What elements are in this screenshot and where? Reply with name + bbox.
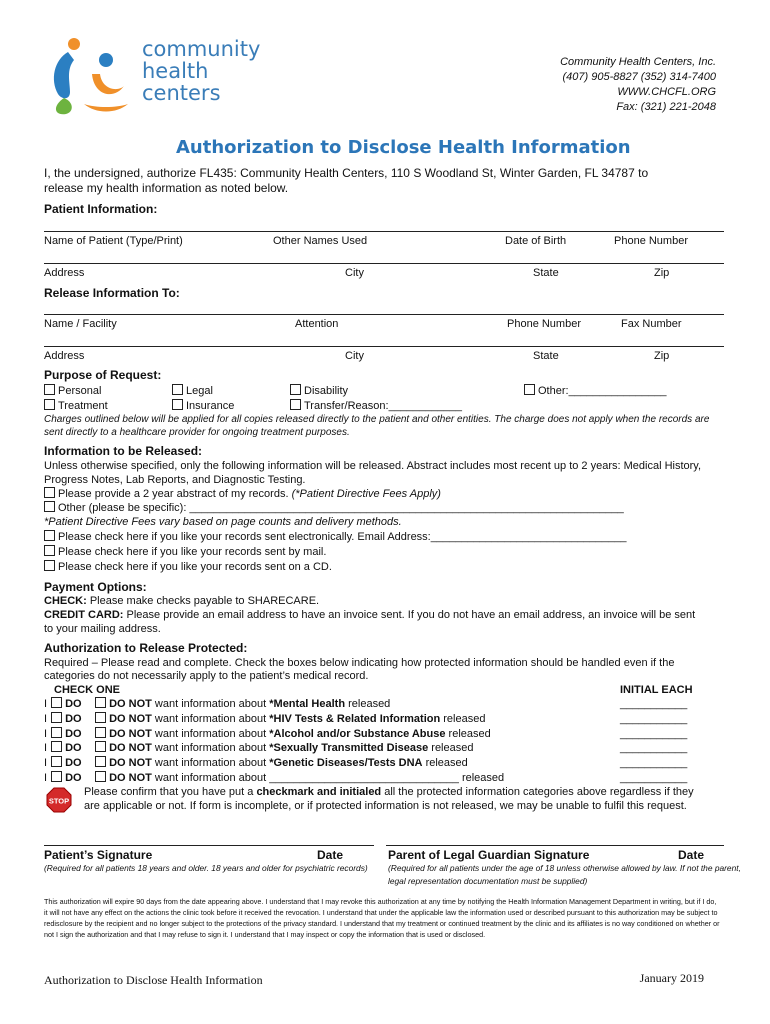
do-checkbox-icon[interactable]	[51, 756, 62, 767]
logo	[44, 34, 264, 118]
fee-note: *Patient Directive Fees vary based on page counts and delivery methods.	[44, 516, 402, 528]
row-released-text: released	[458, 772, 505, 784]
row-want-text: want information about	[151, 698, 270, 710]
stop-sign-text: STOP	[48, 796, 70, 806]
row-do-label: DO	[65, 727, 82, 740]
legal-line: This authorization will expire 90 days from the date appearing above. I understand that I may revoke this authorization at any time by notifying the Health Information Management Department in writing, but if I do,	[44, 897, 717, 906]
row-i-label: I	[44, 772, 48, 784]
row-category: *Sexually Transmitted Disease	[269, 742, 429, 755]
row-category: _______________________________	[269, 772, 459, 784]
patient-signature-label: Patient’s Signature	[44, 848, 153, 862]
org-phones: (407) 905-8827 (352) 314-7400	[562, 71, 716, 83]
do-not-checkbox-icon[interactable]	[95, 771, 106, 782]
checkbox-icon[interactable]	[172, 384, 183, 395]
logo-text-1: community	[142, 37, 261, 61]
initial-field[interactable]: ___________	[620, 712, 688, 725]
row-want-text: want information about	[151, 712, 270, 725]
charges-note-2: sent directly to a healthcare provider for ongoing treatment purposes.	[44, 427, 350, 438]
mail-option[interactable]: Please check here if you like your records sent by mail.	[44, 545, 326, 559]
legal-line: not I sign the authorization and that I may refuse to sign it. I understand that I may inspect or copy the information that is used or disclosed.	[44, 930, 486, 939]
purpose-insurance[interactable]: Insurance	[172, 399, 234, 413]
guardian-signature-label: Parent of Legal Guardian Signature	[388, 848, 590, 862]
checkbox-icon[interactable]	[524, 384, 535, 395]
protected-row	[44, 756, 468, 770]
row-i-label: I	[44, 742, 48, 755]
protected-line-2: categories do not necessarily apply to the patient’s medical record.	[44, 670, 369, 682]
guardian-date-label: Date	[678, 848, 705, 862]
row-want-text: want information about	[151, 742, 270, 755]
guardian-note-2: legal representation documentation must be supplied)	[388, 876, 588, 886]
do-checkbox-icon[interactable]	[51, 741, 62, 752]
row-do-label: DO	[65, 742, 82, 755]
header-contact	[560, 55, 716, 115]
checkbox-icon[interactable]	[44, 501, 55, 512]
release-city-label: City	[345, 350, 364, 362]
patient-zip-label: Zip	[654, 267, 670, 279]
org-name: Community Health Centers, Inc.	[560, 56, 716, 68]
intro-line-1: I, the undersigned, authorize FL435: Community Health Centers, 110 S Woodland St, Winter Garden, FL 34787 to	[44, 166, 649, 180]
abstract-option[interactable]: Please provide a 2 year abstract of my records. (*Patient Directive Fees Apply)	[44, 487, 441, 501]
stop-sign-icon	[46, 787, 72, 813]
patient-name-label: Name of Patient (Type/Print)	[44, 235, 183, 247]
row-do-label: DO	[65, 757, 82, 770]
checkbox-icon[interactable]	[44, 399, 55, 410]
patient-info-heading: Patient Information:	[44, 202, 158, 216]
protected-line-1: Required – Please read and complete. Check the boxes below indicating how protected information should be handled even if the	[44, 657, 675, 669]
patient-city-label: City	[345, 267, 364, 279]
payment-credit-card: CREDIT CARD: Please provide an email address to have an invoice sent. If you do not have an email address, an invoice will be sent	[44, 609, 696, 621]
do-checkbox-icon[interactable]	[51, 727, 62, 738]
do-not-checkbox-icon[interactable]	[95, 741, 106, 752]
protected-row	[44, 727, 491, 741]
row-i-label: I	[44, 727, 48, 740]
info-released-heading: Information to be Released:	[44, 444, 203, 458]
confirm-line-1: Please confirm that you have put a checkmark and initialed all the protected information categories above regardless if they	[84, 786, 694, 798]
checkbox-icon[interactable]	[44, 560, 55, 571]
row-do-not-label: DO NOT	[109, 757, 152, 770]
patient-row2-line[interactable]	[44, 263, 724, 264]
release-state-label: State	[533, 350, 559, 362]
row-category: *Mental Health	[269, 698, 346, 710]
protected-row	[44, 697, 390, 711]
patient-signature-note: (Required for all patients 18 years and older. 18 years and older for psychiatric records)	[44, 863, 368, 873]
checkbox-icon[interactable]	[290, 384, 301, 395]
purpose-legal[interactable]: Legal	[172, 384, 213, 398]
protected-heading: Authorization to Release Protected:	[44, 641, 248, 655]
org-fax: Fax: (321) 221-2048	[616, 101, 716, 113]
initial-each-label: INITIAL EACH	[620, 684, 693, 696]
do-not-checkbox-icon[interactable]	[95, 697, 106, 708]
release-row1-line[interactable]	[44, 314, 724, 315]
logo-mark-icon	[44, 34, 140, 118]
release-zip-label: Zip	[654, 350, 670, 362]
patient-row1-line[interactable]	[44, 231, 724, 232]
checkbox-icon[interactable]	[44, 530, 55, 541]
row-released-text: released	[345, 698, 391, 710]
initial-field[interactable]: ___________	[620, 698, 688, 710]
release-facility-label: Name / Facility	[44, 318, 117, 330]
intro-line-2: release my health information as noted below.	[44, 181, 289, 195]
do-not-checkbox-icon[interactable]	[95, 727, 106, 738]
row-do-not-label: DO NOT	[109, 698, 152, 710]
purpose-personal[interactable]: Personal	[44, 384, 101, 398]
purpose-other[interactable]: Other:________________	[524, 384, 666, 398]
row-do-label: DO	[65, 712, 82, 725]
info-line-2: Progress Notes, Lab Reports, and Diagnostic Testing.	[44, 474, 306, 486]
protected-row	[44, 771, 504, 785]
electronic-option[interactable]: Please check here if you like your records sent electronically. Email Address:________________________________	[44, 530, 627, 544]
row-released-text: released	[440, 712, 486, 725]
patient-dob-label: Date of Birth	[505, 235, 567, 247]
row-do-label: DO	[65, 772, 82, 784]
checkbox-icon[interactable]	[44, 384, 55, 395]
guardian-note-1: (Required for all patients under the age of 18 unless otherwise allowed by law. If not the parent,	[388, 863, 741, 873]
row-category: *Genetic Diseases/Tests DNA	[269, 757, 423, 770]
check-one-label: CHECK ONE	[54, 684, 121, 696]
release-address-label: Address	[44, 350, 85, 362]
patient-othernames-label: Other Names Used	[273, 235, 368, 247]
row-i-label: I	[44, 698, 48, 710]
other-option[interactable]: Other (please be specific): _______________________________________________________________________	[44, 501, 624, 515]
release-phone-label: Phone Number	[507, 318, 581, 330]
release-fax-label: Fax Number	[621, 318, 682, 330]
row-do-label: DO	[65, 698, 82, 710]
payment-heading: Payment Options:	[44, 580, 147, 594]
checkbox-icon[interactable]	[44, 545, 55, 556]
row-released-text: released	[428, 742, 474, 755]
row-do-not-label: DO NOT	[109, 772, 152, 784]
legal-line: redisclosure by the recipient and no longer subject to the protections of the privacy standard. I understand that my treatment or continued treatment by the clinic and its affiliates is no way conditioned on whether or	[44, 919, 720, 928]
row-want-text: want information about	[151, 727, 270, 740]
row-category: *HIV Tests & Related Information	[269, 712, 441, 725]
release-attention-label: Attention	[295, 318, 339, 330]
info-line-1: Unless otherwise specified, only the following information will be released. Abstract includes most recent up to 2 years: Medical History,	[44, 460, 702, 472]
purpose-transfer[interactable]: Transfer/Reason:____________	[290, 399, 462, 413]
do-not-checkbox-icon[interactable]	[95, 712, 106, 723]
initial-field[interactable]: ___________	[620, 742, 688, 755]
patient-date-label: Date	[317, 848, 344, 862]
initial-field[interactable]: ___________	[620, 757, 688, 770]
footer-date: January 2019	[639, 971, 704, 985]
payment-credit-card-2: to your mailing address.	[44, 623, 161, 635]
footer-title: Authorization to Disclose Health Information	[44, 973, 263, 987]
row-released-text: released	[422, 757, 468, 770]
confirm-line-2: are applicable or not. If form is incomplete, or if protected information is not released, we may be unable to fulfil this request.	[84, 800, 687, 812]
row-do-not-label: DO NOT	[109, 727, 152, 740]
logo-text-2: health	[142, 59, 209, 83]
row-want-text: want information about	[151, 757, 270, 770]
logo-text-3: centers	[142, 81, 221, 105]
row-do-not-label: DO NOT	[109, 712, 152, 725]
checkbox-icon[interactable]	[172, 399, 183, 410]
cd-option[interactable]: Please check here if you like your records sent on a CD.	[44, 560, 332, 574]
payment-check: CHECK: Please make checks payable to SHARECARE.	[44, 595, 320, 607]
initial-field[interactable]: ___________	[620, 727, 688, 740]
charges-note-1: Charges outlined below will be applied for all copies released directly to the patient and other entities. The charge does not apply when the records are	[44, 414, 710, 425]
patient-state-label: State	[533, 267, 559, 279]
patient-signature-line[interactable]	[44, 845, 374, 846]
release-to-heading: Release Information To:	[44, 286, 180, 300]
org-website: WWW.CHCFL.ORG	[617, 86, 716, 98]
initial-field[interactable]: ___________	[620, 772, 688, 784]
do-checkbox-icon[interactable]	[51, 712, 62, 723]
row-i-label: I	[44, 757, 48, 770]
legal-line: it will not have any effect on the actions the clinic took before it received the revocation. I understand that under the applicable law the information used or described pursuant to this authorization may be subject to	[44, 908, 718, 917]
protected-row	[44, 741, 473, 755]
release-row2-line[interactable]	[44, 346, 724, 347]
checkbox-icon[interactable]	[44, 487, 55, 498]
do-checkbox-icon[interactable]	[51, 771, 62, 782]
row-category: *Alcohol and/or Substance Abuse	[269, 727, 446, 740]
patient-phone-label: Phone Number	[614, 235, 688, 247]
row-i-label: I	[44, 712, 48, 725]
legal-text	[44, 896, 719, 940]
patient-directive-note: (*Patient Directive Fees Apply)	[291, 488, 441, 500]
guardian-signature-line[interactable]	[386, 845, 724, 846]
checkbox-icon[interactable]	[290, 399, 301, 410]
row-do-not-label: DO NOT	[109, 742, 152, 755]
do-checkbox-icon[interactable]	[51, 697, 62, 708]
row-released-text: released	[445, 727, 491, 740]
page-title: Authorization to Disclose Health Information	[176, 137, 631, 158]
do-not-checkbox-icon[interactable]	[95, 756, 106, 767]
patient-address-label: Address	[44, 267, 85, 279]
purpose-treatment[interactable]: Treatment	[44, 399, 108, 413]
row-want-text: want information about	[151, 772, 270, 784]
purpose-disability[interactable]: Disability	[290, 384, 348, 398]
protected-row	[44, 712, 485, 726]
purpose-heading: Purpose of Request:	[44, 368, 162, 382]
